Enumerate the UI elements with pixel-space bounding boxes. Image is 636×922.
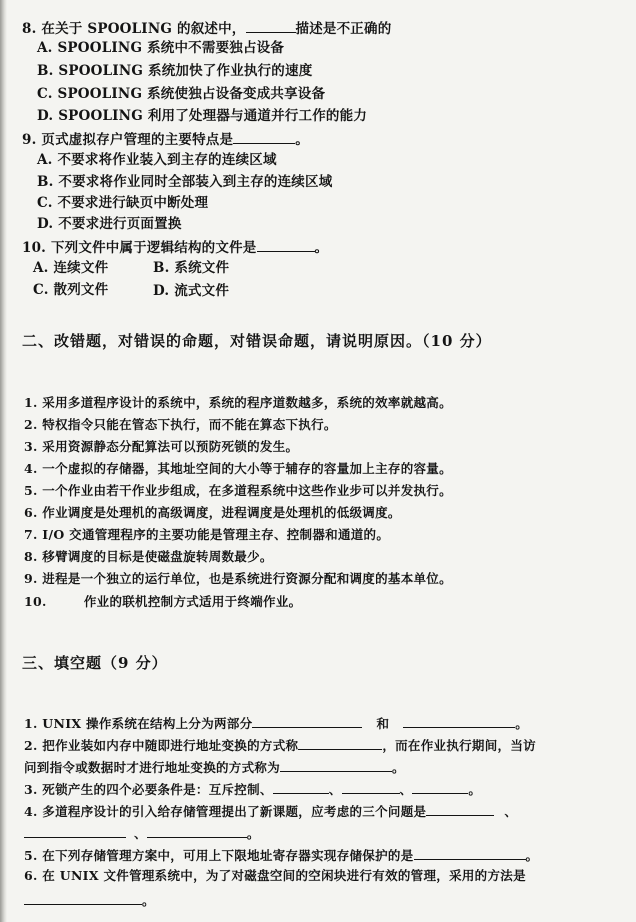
correction-item-7: 7. I/O 交通管理程序的主要功能是管理主存、控制器和通道的。	[24, 527, 390, 542]
question-9-stem-text: 9. 页式虚拟存户管理的主要特点是	[22, 132, 234, 148]
answer-blank	[233, 132, 295, 144]
option-8d: D. SPOOLING 利用了处理器与通道并行工作的能力	[37, 108, 368, 124]
fill-q5	[24, 848, 538, 863]
correction-item-4: 4. 一个虚拟的存储器，其地址空间的大小等于辅存的容量加上主存的容量。	[24, 461, 452, 476]
correction-item-2: 2. 特权指令只能在管态下执行，而不能在算态下执行。	[24, 417, 337, 432]
option-9c: C. 不要求进行缺页中断处理	[37, 195, 209, 211]
fill-q3-sep: 、	[328, 782, 342, 797]
fill-q4-line2	[24, 826, 260, 841]
answer-blank	[414, 848, 526, 860]
fill-q2-line1	[24, 738, 536, 753]
option-9a: A. 不要求将作业装入到主存的连续区域	[37, 152, 277, 168]
answer-blank	[24, 826, 126, 838]
answer-blank	[280, 760, 392, 772]
section-3-title: 三、填空题（9 分）	[22, 654, 168, 672]
fill-q6-line1: 6. 在 UNIX 文件管理系统中，为了对磁盘空间的空闲块进行有效的管理，采用的方法是	[24, 868, 526, 883]
fill-q5-text: 5. 在下列存储管理方案中，可用上下限地址寄存器实现存储保护的是	[24, 848, 414, 863]
fill-q5-end: 。	[525, 848, 539, 863]
question-8-stem-tail: 描述是不正确的	[295, 21, 392, 37]
fill-q4-sep: 、	[134, 826, 147, 841]
question-10-stem-tail: 。	[314, 240, 329, 256]
option-8b: B. SPOOLING 系统加快了作业执行的速度	[37, 63, 313, 79]
answer-blank	[252, 716, 362, 728]
correction-item-5: 5. 一个作业由若干作业步组成，在多道程系统中这些作业步可以并发执行。	[24, 483, 452, 498]
option-9d: D. 不要求进行页面置换	[37, 216, 182, 232]
question-10-stem-text: 10. 下列文件中属于逻辑结构的文件是	[22, 240, 257, 256]
fill-q1-text: 1. UNIX 操作系统在结构上分为两部分	[24, 716, 253, 731]
answer-blank	[273, 782, 329, 794]
fill-q3-end: 。	[468, 782, 482, 797]
option-10b: B. 系统文件	[153, 260, 230, 276]
correction-item-1: 1. 采用多道程序设计的系统中，系统的程序道数越多，系统的效率就越高。	[24, 395, 452, 410]
fill-q4-line1	[24, 804, 517, 819]
fill-q4-text: 4. 多道程序设计的引入给存储管理提出了新课题，应考虑的三个问题是	[24, 804, 427, 819]
correction-item-3: 3. 采用资源静态分配算法可以预防死锁的发生。	[24, 439, 299, 454]
answer-blank	[147, 826, 247, 838]
correction-item-8: 8. 移臂调度的目标是使磁盘旋转周数最少。	[24, 549, 273, 564]
fill-q2-end: 。	[392, 760, 405, 775]
fill-q4-end: 。	[246, 826, 260, 841]
correction-item-6: 6. 作业调度是处理机的高级调度，进程调度是处理机的低级调度。	[24, 505, 401, 520]
fill-q2-text-c: 问到指令或数据时才进行地址变换的方式称为	[24, 760, 281, 775]
answer-blank	[342, 782, 400, 794]
answer-blank	[257, 240, 315, 252]
correction-item-9: 9. 进程是一个独立的运行单位，也是系统进行资源分配和调度的基本单位。	[24, 571, 452, 586]
option-10a: A. 连续文件	[33, 260, 109, 276]
option-9b: B. 不要求将作业同时全部装入到主存的连续区域	[37, 174, 333, 190]
answer-blank	[412, 782, 468, 794]
option-8a: A. SPOOLING 系统中不需要独占设备	[37, 40, 285, 56]
fill-q2-text-a: 2. 把作业装如内存中随即进行地址变换的方式称	[24, 738, 299, 753]
fill-q3-sep: 、	[399, 782, 413, 797]
fill-q4-sep: 、	[504, 804, 518, 819]
question-8-stem-text: 8. 在关于 SPOOLING 的叙述中，	[22, 21, 246, 37]
fill-q6-line2	[24, 893, 155, 908]
fill-q6-end: 。	[142, 893, 155, 908]
fill-q1-mid: 和	[376, 716, 390, 731]
answer-blank	[24, 893, 142, 905]
answer-blank	[403, 716, 515, 728]
question-10-stem	[22, 240, 328, 256]
question-9-stem-tail: 。	[295, 132, 309, 148]
fill-q1	[24, 716, 528, 731]
scan-edge-shadow	[0, 0, 7, 922]
answer-blank	[246, 21, 296, 33]
fill-q2-text-b: ，而在作业执行期间，当访	[382, 738, 536, 753]
question-8-stem	[22, 21, 391, 37]
section-2-title: 二、改错题，对错误的命题，对错误命题，请说明原因。（10 分）	[22, 332, 492, 350]
answer-blank	[426, 804, 494, 816]
question-9-stem	[22, 132, 309, 148]
answer-blank	[298, 738, 382, 750]
fill-q1-end: 。	[515, 716, 529, 731]
option-8c: C. SPOOLING 系统使独占设备变成共享设备	[37, 86, 326, 102]
fill-q3	[24, 782, 481, 797]
option-10d: D. 流式文件	[153, 283, 230, 299]
fill-q3-text: 3. 死锁产生的四个必要条件是：互斥控制、	[24, 782, 273, 797]
option-10c: C. 散列文件	[33, 282, 109, 298]
fill-q2-line2	[24, 760, 405, 775]
correction-item-10: 10. 作业的联机控制方式适用于终端作业。	[24, 594, 302, 609]
